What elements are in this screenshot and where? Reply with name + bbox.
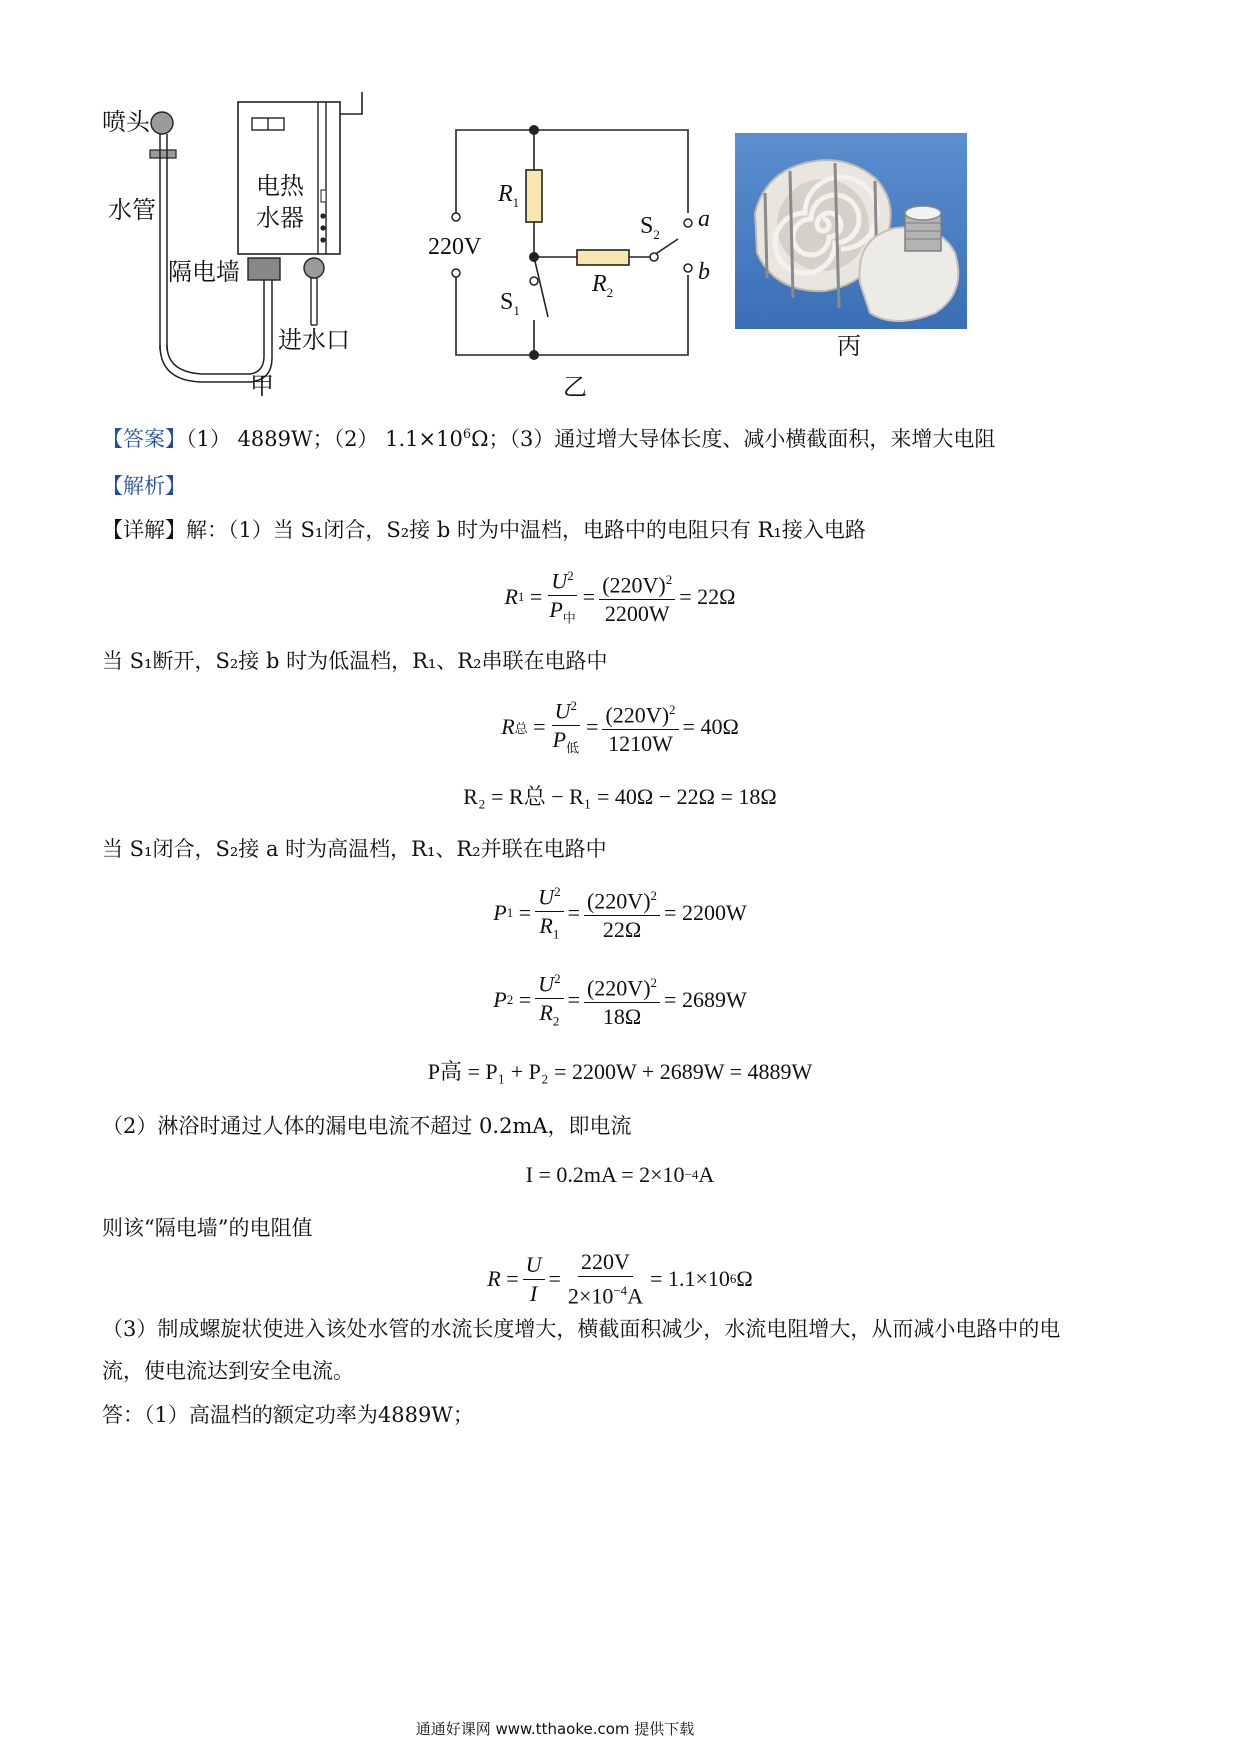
caption-jia: 甲 [250, 372, 274, 400]
label-a: a [698, 206, 710, 232]
equation-r-total: R 总 = $\frac{U^2}{P_低}$ = $\frac{(220V)^2}{1210W}$ = 40Ω [0, 692, 1240, 762]
detail-line-8: 答：（1）高温档的额定功率为4889W； [102, 1403, 474, 1427]
label-r1: $R_1$ [498, 181, 520, 210]
label-voltage: 220V [428, 234, 482, 260]
equation-r2: R₂ = R总 − R₁ = 40Ω − 22Ω = 18Ω [463, 783, 777, 809]
detail-line-3: 当 S₁闭合，S₂接 a 时为高温档，R₁、R₂并联在电路中 [102, 837, 607, 861]
footer-source: 通通好课网 www.tthaoke.com 提供下载 [415, 1720, 695, 1738]
figure-jia [100, 90, 430, 420]
label-r2: $R_2$ [592, 271, 614, 300]
label-wall: 隔电墙 [168, 258, 240, 286]
equation-p2: P 2 = $\frac{U^2}{R_2}$ = $\frac{(220V)^2}{18\Omega}$ = 2689W [0, 965, 1240, 1035]
equation-p1: P 1 = $\frac{U^2}{R_1}$ = $\frac{(220V)^2}{22\Omega}$ = 2200W [0, 878, 1240, 948]
equation-resistance: R = $\frac{U}{I}$ = $\frac{220V}{2\times 10^{-4}A}$ = 1.1×10 6 Ω [487, 1248, 753, 1309]
label-inlet: 进水口 [278, 326, 350, 354]
answer-line: 【答案】（1） 4889W；（2） $1.1\times 10^6\Omega$；（3）通过增大导体长度、减小横截面积，来增大电阻 [102, 427, 996, 451]
figure-yi-circuit [440, 115, 720, 375]
detail-line-5: 则该“隔电墙”的电阻值 [102, 1216, 313, 1240]
caption-bing: 丙 [837, 332, 861, 360]
detail-line-4: （2）淋浴时通过人体的漏电电流不超过 0.2mA，即电流 [102, 1114, 632, 1138]
equation-r1: R 1 = $\frac{U^2}{P_中}$ = $\frac{(220V)^2}{2200W}$ = 22Ω [0, 562, 1240, 632]
label-heater-2: 水器 [256, 204, 304, 232]
detail-line-7: 流，使电流达到安全电流。 [102, 1359, 354, 1383]
label-nozzle: 喷头 [102, 108, 150, 136]
answer-tag: 【答案】 [102, 427, 186, 451]
label-b: b [698, 259, 710, 285]
label-pipe: 水管 [108, 196, 156, 224]
caption-yi: 乙 [563, 373, 587, 401]
detail-line-2: 当 S₁断开，S₂接 b 时为低温档，R₁、R₂串联在电路中 [102, 649, 608, 673]
label-heater-1: 电热 [256, 172, 304, 200]
label-s1: $S_1$ [500, 289, 520, 318]
detail-line-1: 【详解】解：（1）当 S₁闭合，S₂接 b 时为中温档，电路中的电阻只有 R₁接入电路 [102, 518, 866, 542]
detail-line-6: （3）制成螺旋状使进入该处水管的水流长度增大，横截面积减少，水流电阻增大，从而减小电路中的电 [102, 1317, 1061, 1341]
analysis-tag: 【解析】 [102, 474, 186, 498]
equation-p-high: P高 = P₁ + P₂ = 2200W + 2689W = 4889W [427, 1058, 813, 1084]
figure-bing-photo [735, 133, 967, 329]
equation-current: I = 0.2mA = 2×10 −4 A [525, 1162, 715, 1187]
label-s2: $S_2$ [640, 213, 660, 242]
